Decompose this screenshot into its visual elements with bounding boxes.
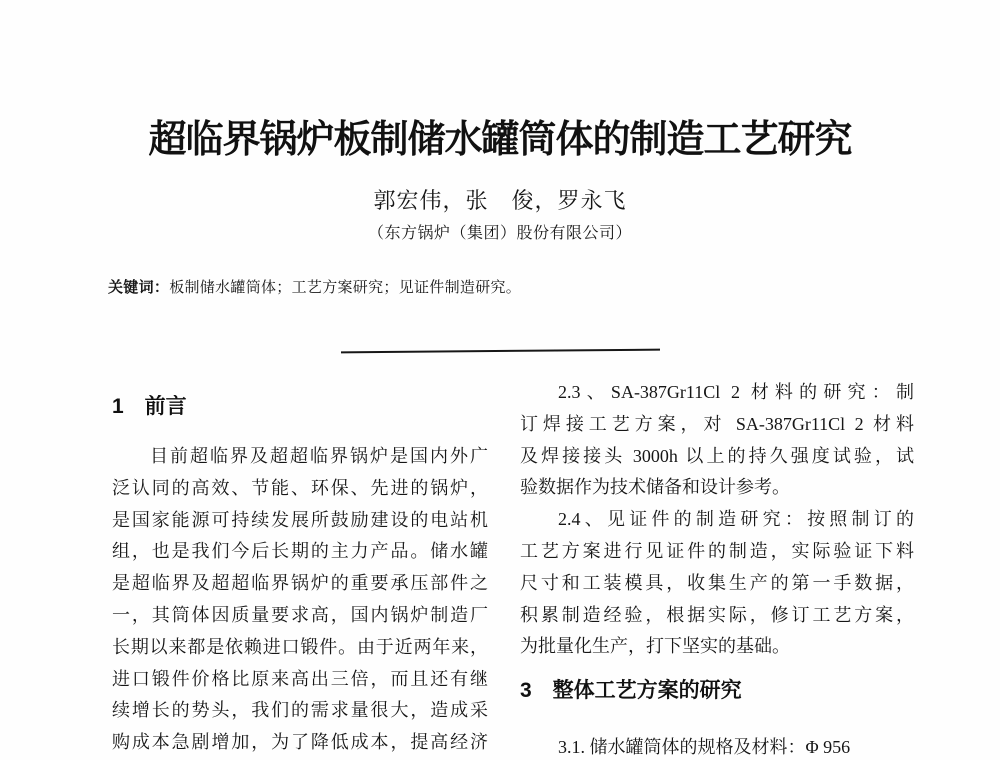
text-line: 是国家能源可持续发展所鼓励建设的电站机 <box>112 509 488 530</box>
keywords-label: 关键词： <box>108 280 170 296</box>
text-line: 目前超临界及超超临界锅炉是国内外广 <box>150 446 488 466</box>
paper-title: 超临界锅炉板制储水罐筒体的制造工艺研究 <box>148 119 852 161</box>
paragraph-2-4 <box>520 504 914 663</box>
text-line: 3.1. 储水罐筒体的规格及材料：Φ 956 <box>558 737 851 758</box>
divider-rule <box>341 349 660 354</box>
intro-paragraph <box>112 441 488 759</box>
text-line: 续增长的势头，我们的需求量很大，造成采 <box>112 700 488 721</box>
text-line: 进口锻件价格比原来高出三倍，而且还有继 <box>112 668 488 689</box>
paragraph-2-3 <box>520 377 914 504</box>
text-line: 是超临界及超超临界锅炉的重要承压部件之 <box>112 573 488 594</box>
text-line: 为批量化生产，打下坚实的基础。 <box>520 636 790 657</box>
text-line: 2.4、见证件的制造研究：按照制订的 <box>558 509 914 530</box>
left-column <box>112 395 488 760</box>
text-line: 积累制造经验，根据实际，修订工艺方案， <box>520 604 914 625</box>
text-line: 工艺方案进行见证件的制造，实际验证下料 <box>520 540 914 561</box>
text-line: 尺寸和工装模具，收集生产的第一手数据， <box>520 572 914 593</box>
keywords-line <box>108 276 521 297</box>
text-line: 长期以来都是依赖进口锻件。由于近两年来， <box>112 636 488 657</box>
text-line: 及焊接接头 3000h 以上的持久强度试验，试 <box>520 445 914 466</box>
text-line: 验数据作为技术储备和设计参考。 <box>520 477 790 498</box>
text-line: 一，其筒体因质量要求高，国内锅炉制造厂 <box>112 604 488 625</box>
text-line: 组，也是我们今后长期的主力产品。储水罐 <box>112 541 488 562</box>
text-line: 2.3、SA-387Gr11Cl 2 材料的研究：制 <box>558 382 914 402</box>
text-line: 购成本急剧增加，为了降低成本，提高经济 <box>112 732 488 753</box>
text-line: 泛认同的高效、节能、环保、先进的锅炉， <box>112 477 488 498</box>
section3-heading: 3 整体工艺方案的研究 <box>520 679 742 703</box>
text-line: 订焊接工艺方案，对 SA-387Gr11Cl 2 材料 <box>520 413 914 434</box>
section1-heading: 1 前言 <box>112 395 187 418</box>
authors-line: 郭宏伟，张 俊，罗永飞 <box>373 188 627 213</box>
affiliation-line: （东方锅炉（集团）股份有限公司） <box>367 225 632 242</box>
right-column <box>520 377 914 760</box>
keywords-text: 板制储水罐筒体；工艺方案研究；见证件制造研究。 <box>169 280 522 296</box>
